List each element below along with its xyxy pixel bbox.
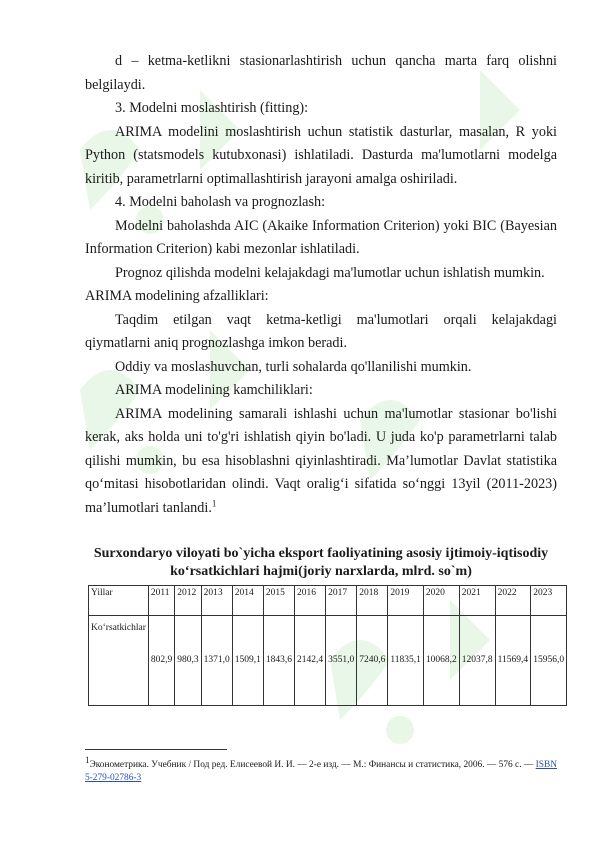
year-cell: 2017 [326, 586, 357, 616]
paragraph-text: ARIMA modelining samarali ishlashi uchun ma'lumotlar stasionar bo'lishi kerak, aks holda uni to'g'ri ishlatish qiyin bo'ladi. U juda ko'p parametrlarni talab qilishi mumkin, bu esa hisoblashni qiyinlashtiradi. Ma’lumotlar Davlat statistika qo‘mitasi hisobotlaridan olindi. Vaqt oralig‘i sifatida so‘nggi 13yil (2011-2023) ma’lumotlari tanlandi. [85, 405, 557, 516]
year-cell: 2019 [388, 586, 424, 616]
year-cell: 2022 [495, 586, 531, 616]
value-cell: 1509,1 [232, 616, 263, 706]
paragraph: 4. Modelni baholash va prognozlash: [115, 194, 326, 210]
year-cell: 2023 [531, 586, 567, 616]
footnote-text: Эконометрика. Учебник / Под ред. Елисеевой И. И. — 2-е изд. — М.: Финансы и статистика, 2006. — 576 с. — [89, 760, 536, 770]
paragraph: 3. Modelni moslashtirish (fitting): [115, 100, 309, 116]
row-label-cell: Ko‘rsatkichlar [89, 616, 149, 706]
value-cell: 11835,1 [388, 616, 424, 706]
year-cell: 2021 [459, 586, 495, 616]
footnote-separator [85, 749, 227, 750]
year-cell: 2011 [148, 586, 174, 616]
year-cell: 2013 [201, 586, 232, 616]
footnote [85, 754, 557, 785]
paragraph: Prognoz qilishda modelni kelajakdagi ma'lumotlar uchun ishlatish mumkin. [115, 264, 545, 281]
isbn-link[interactable]: ISBN 5-279-02786-3 [85, 760, 557, 783]
paragraph: ARIMA modelining afzalliklari: [85, 288, 269, 304]
value-cell: 10068,2 [423, 616, 459, 706]
paragraph: Oddiy va moslashuvchan, turli sohalarda qo'llanilishi mumkin. [115, 358, 472, 375]
value-cell: 11569,4 [495, 616, 531, 706]
value-cell: 12037,8 [459, 616, 495, 706]
paragraph: Modelni baholashda AIC (Akaike Information Criterion) yoki BIC (Bayesian Information Criterion) kabi mezonlar ishlatiladi. [85, 217, 557, 257]
value-cell: 980,3 [175, 616, 201, 706]
year-cell: 2016 [295, 586, 326, 616]
year-cell: 2014 [232, 586, 263, 616]
paragraph: Taqdim etilgan vaqt ketma-ketligi ma'lumotlari orqali kelajakdagi qiymatlarni aniq prognozlashga imkon beradi. [85, 311, 557, 351]
value-cell: 1843,6 [263, 616, 294, 706]
value-cell: 7240,6 [357, 616, 388, 706]
row-header-cell: Yillar [89, 586, 149, 616]
value-cell: 802,9 [148, 616, 174, 706]
value-cell: 3551,0 [326, 616, 357, 706]
year-cell: 2015 [263, 586, 294, 616]
body-text [85, 50, 557, 520]
value-cell: 1371,0 [201, 616, 232, 706]
year-cell: 2012 [175, 586, 201, 616]
year-cell: 2020 [423, 586, 459, 616]
paragraph: d – ketma-ketlikni stasionarlashtirish uchun qancha marta farq olishni belgilaydi. [85, 53, 557, 93]
data-table [88, 585, 567, 706]
footnote-number: 1 [85, 754, 90, 765]
table-row [89, 616, 567, 706]
footnote-ref[interactable]: 1 [211, 497, 217, 508]
table-header-row [89, 586, 567, 616]
value-cell: 15956,0 [531, 616, 567, 706]
paragraph [85, 403, 557, 521]
table-title: Surxondaryo viloyati bo`yicha eksport faoliyatining asosiy ijtimoiy-iqtisodiy ko‘rsatkichlari hajmi(joriy narxlarda, mlrd. so`m) [93, 546, 549, 579]
year-cell: 2018 [357, 586, 388, 616]
value-cell: 2142,4 [295, 616, 326, 706]
paragraph: ARIMA modelini moslashtirish uchun statistik dasturlar, masalan, R yoki Python (statsmodels kutubxonasi) ishlatiladi. Dasturda ma'lumotlarni modelga kiritib, parametrlarni optimallashtirish jarayoni amalga oshiriladi. [85, 123, 557, 187]
paragraph: ARIMA modelining kamchiliklari: [115, 382, 313, 398]
